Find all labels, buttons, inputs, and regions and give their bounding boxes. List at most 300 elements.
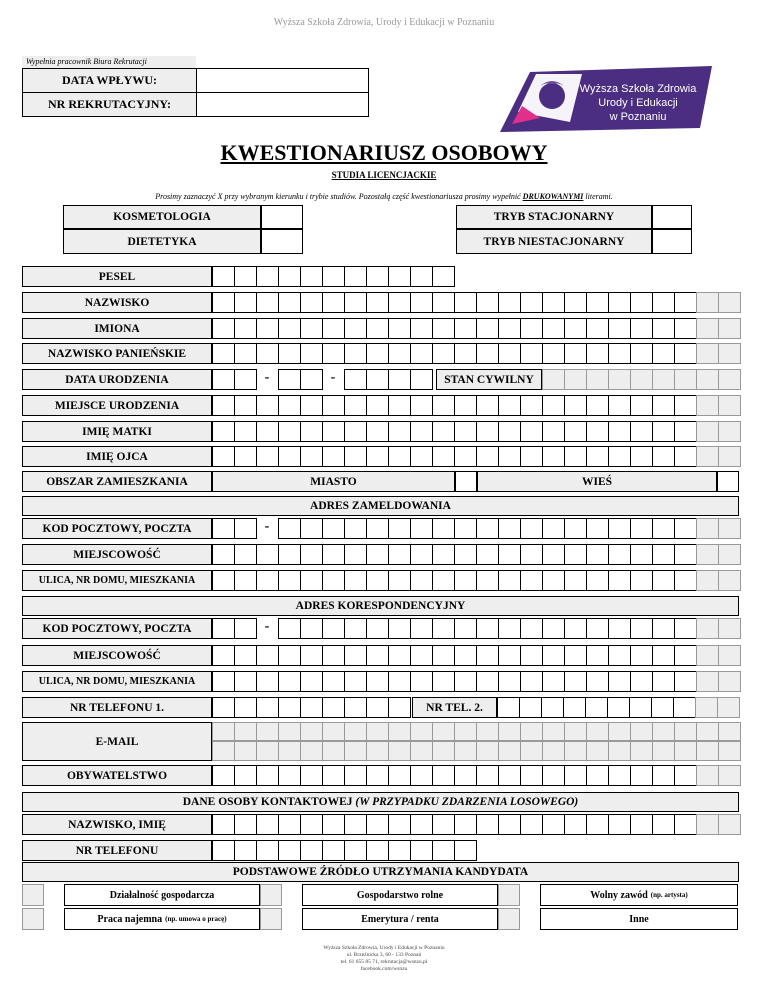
maiden-name-cell[interactable] [432,343,455,364]
recruitment-number-field[interactable] [197,93,368,116]
surname-cell[interactable] [498,292,521,313]
registered-street-cell[interactable] [498,570,521,591]
email-cell[interactable] [278,741,301,761]
mother-name-cell[interactable] [696,421,719,442]
registered-locality-cell[interactable] [278,544,301,565]
mailing-street-cell[interactable] [520,671,543,692]
pesel-cell[interactable] [366,266,389,287]
maiden-name-cell[interactable] [322,343,345,364]
registered-postal-cell[interactable] [234,518,257,539]
mailing-street-cell[interactable] [542,671,565,692]
emergency-name-cell[interactable] [542,814,565,835]
mailing-postal-cell[interactable] [696,618,719,639]
surname-cell[interactable] [432,292,455,313]
father-name-cell[interactable] [520,446,543,467]
emergency-phone-cell[interactable] [388,840,411,861]
mailing-locality-cell[interactable] [564,645,587,666]
registered-street-cell[interactable] [586,570,609,591]
surname-cell[interactable] [366,292,389,313]
mailing-postal-cell[interactable] [322,618,345,639]
father-name-cell[interactable] [388,446,411,467]
mother-name-cell[interactable] [344,421,367,442]
emergency-name-cell[interactable] [278,814,301,835]
mailing-postal-cell[interactable] [586,618,609,639]
citizenship-cell[interactable] [652,765,675,786]
pesel-cell[interactable] [212,266,235,287]
emergency-name-cell[interactable] [564,814,587,835]
emergency-name-cell[interactable] [454,814,477,835]
first-names-cell[interactable] [212,318,235,339]
maiden-name-cell[interactable] [652,343,675,364]
registered-locality-cell[interactable] [718,544,741,565]
father-name-cell[interactable] [652,446,675,467]
birth-place-cell[interactable] [696,395,719,416]
maiden-name-cell[interactable] [256,343,279,364]
phone1-cell[interactable] [212,697,235,718]
mailing-locality-cell[interactable] [454,645,477,666]
birth-place-cell[interactable] [718,395,741,416]
email-cell[interactable] [564,722,587,741]
maiden-name-cell[interactable] [388,343,411,364]
birth-place-cell[interactable] [410,395,433,416]
registered-street-cell[interactable] [630,570,653,591]
emergency-name-cell[interactable] [652,814,675,835]
birth-date-cell[interactable] [410,369,433,390]
pesel-cell[interactable] [322,266,345,287]
registered-street-cell[interactable] [476,570,499,591]
mailing-street-cell[interactable] [300,671,323,692]
registered-locality-cell[interactable] [212,544,235,565]
registered-street-cell[interactable] [278,570,301,591]
registered-street-cell[interactable] [454,570,477,591]
mailing-locality-cell[interactable] [498,645,521,666]
birth-place-cell[interactable] [476,395,499,416]
citizenship-cell[interactable] [410,765,433,786]
father-name-cell[interactable] [454,446,477,467]
registered-postal-cell[interactable] [696,518,719,539]
date-received-field[interactable] [197,69,368,92]
mailing-street-cell[interactable] [366,671,389,692]
emergency-name-cell[interactable] [476,814,499,835]
registered-locality-cell[interactable] [674,544,697,565]
emergency-name-cell[interactable] [520,814,543,835]
emergency-name-cell[interactable] [322,814,345,835]
first-names-cell[interactable] [652,318,675,339]
income-freelance-checkbox[interactable] [498,884,520,906]
surname-cell[interactable] [410,292,433,313]
mailing-postal-cell[interactable] [300,618,323,639]
mother-name-cell[interactable] [410,421,433,442]
phone2-cell[interactable] [695,697,718,718]
citizenship-cell[interactable] [630,765,653,786]
email-cell[interactable] [432,741,455,761]
registered-postal-cell[interactable] [586,518,609,539]
maiden-name-cell[interactable] [278,343,301,364]
mailing-locality-cell[interactable] [432,645,455,666]
mother-name-cell[interactable] [586,421,609,442]
maiden-name-cell[interactable] [696,343,719,364]
citizenship-cell[interactable] [432,765,455,786]
citizenship-cell[interactable] [344,765,367,786]
citizenship-cell[interactable] [476,765,499,786]
father-name-cell[interactable] [322,446,345,467]
phone2-cell[interactable] [497,697,520,718]
registered-locality-cell[interactable] [256,544,279,565]
registered-street-cell[interactable] [344,570,367,591]
registered-postal-cell[interactable] [652,518,675,539]
birth-place-cell[interactable] [300,395,323,416]
emergency-phone-cell[interactable] [322,840,345,861]
mailing-locality-cell[interactable] [718,645,741,666]
mailing-locality-cell[interactable] [674,645,697,666]
mother-name-cell[interactable] [300,421,323,442]
marital-status-cell[interactable] [652,369,675,390]
surname-cell[interactable] [256,292,279,313]
email-cell[interactable] [454,741,477,761]
citizenship-cell[interactable] [718,765,741,786]
mailing-street-cell[interactable] [608,671,631,692]
first-names-cell[interactable] [498,318,521,339]
mailing-postal-cell[interactable] [366,618,389,639]
mailing-postal-cell[interactable] [542,618,565,639]
email-cell[interactable] [718,741,741,761]
maiden-name-cell[interactable] [520,343,543,364]
emergency-name-cell[interactable] [608,814,631,835]
phone1-cell[interactable] [234,697,257,718]
pesel-cell[interactable] [278,266,301,287]
mailing-postal-cell[interactable] [718,618,741,639]
emergency-name-cell[interactable] [212,814,235,835]
registered-street-cell[interactable] [410,570,433,591]
birth-place-cell[interactable] [652,395,675,416]
birth-place-cell[interactable] [322,395,345,416]
maiden-name-cell[interactable] [454,343,477,364]
income-other-checkbox[interactable] [498,908,520,930]
mother-name-cell[interactable] [608,421,631,442]
email-cell[interactable] [476,741,499,761]
mailing-locality-cell[interactable] [476,645,499,666]
maiden-name-cell[interactable] [630,343,653,364]
birth-place-cell[interactable] [344,395,367,416]
mailing-locality-cell[interactable] [520,645,543,666]
father-name-cell[interactable] [696,446,719,467]
registered-postal-cell[interactable] [674,518,697,539]
registered-postal-cell[interactable] [520,518,543,539]
emergency-phone-cell[interactable] [454,840,477,861]
email-cell[interactable] [696,722,719,741]
mailing-postal-cell[interactable] [410,618,433,639]
first-names-cell[interactable] [432,318,455,339]
registered-street-cell[interactable] [520,570,543,591]
first-names-cell[interactable] [256,318,279,339]
mother-name-cell[interactable] [322,421,345,442]
mailing-postal-cell[interactable] [234,618,257,639]
phone1-cell[interactable] [344,697,367,718]
mother-name-cell[interactable] [212,421,235,442]
father-name-cell[interactable] [278,446,301,467]
pesel-cell[interactable] [300,266,323,287]
phone2-cell[interactable] [585,697,608,718]
mother-name-cell[interactable] [542,421,565,442]
income-pension-checkbox[interactable] [260,908,282,930]
emergency-phone-cell[interactable] [366,840,389,861]
father-name-cell[interactable] [366,446,389,467]
email-cell[interactable] [234,722,257,741]
surname-cell[interactable] [476,292,499,313]
birth-place-cell[interactable] [278,395,301,416]
maiden-name-cell[interactable] [608,343,631,364]
emergency-phone-cell[interactable] [234,840,257,861]
registered-locality-cell[interactable] [366,544,389,565]
mailing-postal-cell[interactable] [432,618,455,639]
emergency-name-cell[interactable] [388,814,411,835]
mother-name-cell[interactable] [366,421,389,442]
emergency-phone-cell[interactable] [410,840,433,861]
birth-place-cell[interactable] [630,395,653,416]
emergency-phone-cell[interactable] [432,840,455,861]
email-cell[interactable] [564,741,587,761]
first-names-cell[interactable] [322,318,345,339]
surname-cell[interactable] [564,292,587,313]
surname-cell[interactable] [630,292,653,313]
email-cell[interactable] [498,741,521,761]
first-names-cell[interactable] [234,318,257,339]
email-cell[interactable] [674,722,697,741]
mailing-street-cell[interactable] [410,671,433,692]
mother-name-cell[interactable] [432,421,455,442]
email-cell[interactable] [388,741,411,761]
mailing-street-cell[interactable] [234,671,257,692]
registered-street-cell[interactable] [234,570,257,591]
email-cell[interactable] [520,722,543,741]
mailing-locality-cell[interactable] [212,645,235,666]
surname-cell[interactable] [652,292,675,313]
surname-cell[interactable] [212,292,235,313]
mailing-postal-cell[interactable] [630,618,653,639]
emergency-phone-cell[interactable] [278,840,301,861]
phone1-cell[interactable] [366,697,389,718]
registered-street-cell[interactable] [542,570,565,591]
birth-place-cell[interactable] [586,395,609,416]
mother-name-cell[interactable] [476,421,499,442]
phone2-cell[interactable] [651,697,674,718]
mailing-street-cell[interactable] [432,671,455,692]
birth-place-cell[interactable] [520,395,543,416]
mailing-locality-cell[interactable] [256,645,279,666]
birth-place-cell[interactable] [234,395,257,416]
registered-locality-cell[interactable] [696,544,719,565]
email-cell[interactable] [256,741,279,761]
registered-street-cell[interactable] [652,570,675,591]
registered-locality-cell[interactable] [388,544,411,565]
first-names-cell[interactable] [410,318,433,339]
registered-postal-cell[interactable] [432,518,455,539]
program-dietetics-checkbox[interactable] [261,229,303,254]
first-names-cell[interactable] [520,318,543,339]
mailing-postal-cell[interactable] [652,618,675,639]
email-cell[interactable] [520,741,543,761]
registered-locality-cell[interactable] [322,544,345,565]
registered-street-cell[interactable] [564,570,587,591]
emergency-name-cell[interactable] [586,814,609,835]
emergency-name-cell[interactable] [410,814,433,835]
birth-date-cell[interactable] [212,369,235,390]
email-cell[interactable] [586,741,609,761]
birth-place-cell[interactable] [608,395,631,416]
email-cell[interactable] [542,741,565,761]
email-cell[interactable] [234,741,257,761]
emergency-name-cell[interactable] [256,814,279,835]
birth-place-cell[interactable] [542,395,565,416]
mailing-street-cell[interactable] [278,671,301,692]
phone2-cell[interactable] [717,697,740,718]
registered-postal-cell[interactable] [344,518,367,539]
email-cell[interactable] [322,722,345,741]
father-name-cell[interactable] [674,446,697,467]
mailing-locality-cell[interactable] [322,645,345,666]
mailing-street-cell[interactable] [652,671,675,692]
birth-place-cell[interactable] [674,395,697,416]
email-cell[interactable] [322,741,345,761]
birth-date-cell[interactable] [300,369,323,390]
father-name-cell[interactable] [432,446,455,467]
emergency-name-cell[interactable] [674,814,697,835]
mode-full-time-checkbox[interactable] [652,205,692,229]
registered-street-cell[interactable] [608,570,631,591]
maiden-name-cell[interactable] [410,343,433,364]
mailing-street-cell[interactable] [630,671,653,692]
birth-date-cell[interactable] [366,369,389,390]
surname-cell[interactable] [542,292,565,313]
registered-street-cell[interactable] [388,570,411,591]
email-cell[interactable] [608,741,631,761]
marital-status-cell[interactable] [586,369,609,390]
registered-postal-cell[interactable] [498,518,521,539]
emergency-name-cell[interactable] [432,814,455,835]
surname-cell[interactable] [454,292,477,313]
registered-street-cell[interactable] [300,570,323,591]
first-names-cell[interactable] [454,318,477,339]
father-name-cell[interactable] [410,446,433,467]
mailing-postal-cell[interactable] [278,618,301,639]
emergency-phone-cell[interactable] [256,840,279,861]
father-name-cell[interactable] [564,446,587,467]
birth-place-cell[interactable] [498,395,521,416]
village-checkbox[interactable] [717,471,739,492]
mailing-postal-cell[interactable] [388,618,411,639]
mother-name-cell[interactable] [256,421,279,442]
father-name-cell[interactable] [542,446,565,467]
first-names-cell[interactable] [388,318,411,339]
registered-postal-cell[interactable] [608,518,631,539]
first-names-cell[interactable] [564,318,587,339]
surname-cell[interactable] [322,292,345,313]
phone2-cell[interactable] [563,697,586,718]
emergency-name-cell[interactable] [498,814,521,835]
maiden-name-cell[interactable] [344,343,367,364]
mailing-locality-cell[interactable] [234,645,257,666]
citizenship-cell[interactable] [542,765,565,786]
mailing-street-cell[interactable] [586,671,609,692]
father-name-cell[interactable] [476,446,499,467]
pesel-cell[interactable] [388,266,411,287]
email-cell[interactable] [278,722,301,741]
marital-status-cell[interactable] [718,369,741,390]
surname-cell[interactable] [300,292,323,313]
emergency-phone-cell[interactable] [300,840,323,861]
registered-locality-cell[interactable] [476,544,499,565]
pesel-cell[interactable] [256,266,279,287]
emergency-name-cell[interactable] [344,814,367,835]
father-name-cell[interactable] [630,446,653,467]
surname-cell[interactable] [388,292,411,313]
income-farm-checkbox[interactable] [260,884,282,906]
registered-locality-cell[interactable] [542,544,565,565]
registered-postal-cell[interactable] [322,518,345,539]
registered-locality-cell[interactable] [432,544,455,565]
email-cell[interactable] [256,722,279,741]
first-names-cell[interactable] [718,318,741,339]
emergency-name-cell[interactable] [366,814,389,835]
email-cell[interactable] [212,741,235,761]
phone1-cell[interactable] [388,697,411,718]
mailing-locality-cell[interactable] [388,645,411,666]
mailing-postal-cell[interactable] [564,618,587,639]
mother-name-cell[interactable] [454,421,477,442]
birth-place-cell[interactable] [432,395,455,416]
emergency-name-cell[interactable] [696,814,719,835]
maiden-name-cell[interactable] [564,343,587,364]
email-cell[interactable] [410,741,433,761]
registered-street-cell[interactable] [432,570,455,591]
marital-status-cell[interactable] [696,369,719,390]
surname-cell[interactable] [696,292,719,313]
registered-street-cell[interactable] [674,570,697,591]
mother-name-cell[interactable] [520,421,543,442]
first-names-cell[interactable] [696,318,719,339]
mailing-street-cell[interactable] [454,671,477,692]
maiden-name-cell[interactable] [498,343,521,364]
father-name-cell[interactable] [498,446,521,467]
emergency-name-cell[interactable] [630,814,653,835]
first-names-cell[interactable] [366,318,389,339]
emergency-name-cell[interactable] [234,814,257,835]
phone1-cell[interactable] [256,697,279,718]
registered-locality-cell[interactable] [410,544,433,565]
registered-postal-cell[interactable] [630,518,653,539]
phone1-cell[interactable] [322,697,345,718]
email-cell[interactable] [542,722,565,741]
mother-name-cell[interactable] [234,421,257,442]
marital-status-cell[interactable] [542,369,565,390]
marital-status-cell[interactable] [564,369,587,390]
birth-date-cell[interactable] [278,369,301,390]
surname-cell[interactable] [520,292,543,313]
mailing-street-cell[interactable] [674,671,697,692]
mailing-postal-cell[interactable] [674,618,697,639]
email-cell[interactable] [630,722,653,741]
email-cell[interactable] [300,741,323,761]
income-employment-checkbox[interactable] [22,908,44,930]
mailing-street-cell[interactable] [344,671,367,692]
email-cell[interactable] [300,722,323,741]
phone2-cell[interactable] [629,697,652,718]
mother-name-cell[interactable] [498,421,521,442]
citizenship-cell[interactable] [212,765,235,786]
email-cell[interactable] [630,741,653,761]
citizenship-cell[interactable] [520,765,543,786]
email-cell[interactable] [410,722,433,741]
